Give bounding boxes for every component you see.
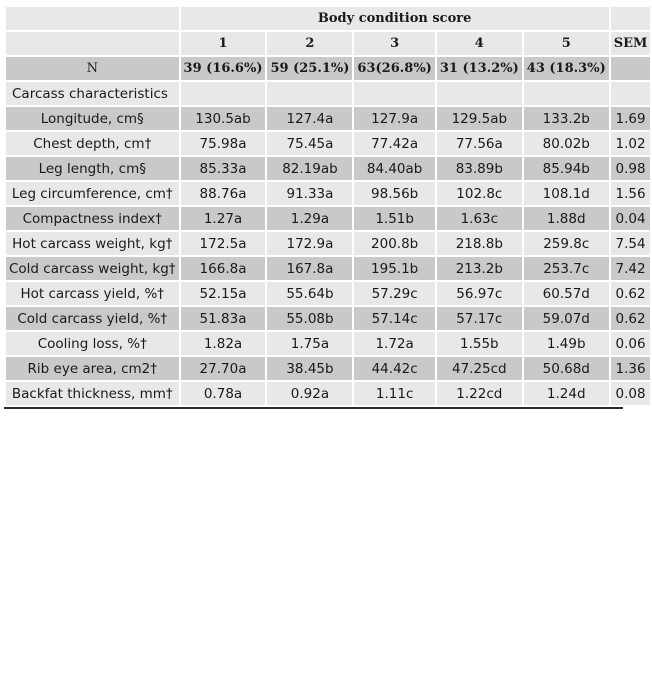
table-title: Body condition score <box>181 7 609 30</box>
sem-empty-cell <box>611 57 651 80</box>
n-value: 31 (13.2%) <box>437 57 522 80</box>
value-cell: 57.17c <box>437 307 522 330</box>
value-cell: 80.02b <box>524 132 609 155</box>
value-cell: 27.70a <box>181 357 266 380</box>
section-row <box>6 82 650 105</box>
value-cell: 98.56b <box>354 182 434 205</box>
value-cell: 75.45a <box>267 132 352 155</box>
value-cell: 50.68d <box>524 357 609 380</box>
empty-cell <box>524 82 609 105</box>
value-cell: 0.92a <box>267 382 352 405</box>
sem-cell: 0.62 <box>611 282 651 305</box>
sem-cell: 0.98 <box>611 157 651 180</box>
value-cell: 1.88d <box>524 207 609 230</box>
value-cell: 75.98a <box>181 132 266 155</box>
n-label: N <box>6 57 179 80</box>
row-label: Cold carcass weight, kg† <box>6 257 179 280</box>
table-row <box>6 282 650 305</box>
value-cell: 1.75a <box>267 332 352 355</box>
value-cell: 167.8a <box>267 257 352 280</box>
row-label: Cooling loss, %† <box>6 332 179 355</box>
empty-cell <box>354 82 434 105</box>
section-label: Carcass characteristics <box>6 82 179 105</box>
row-label: Rib eye area, cm2† <box>6 357 179 380</box>
empty-cell <box>611 82 651 105</box>
value-cell: 77.42a <box>354 132 434 155</box>
table-row <box>6 357 650 380</box>
value-cell: 108.1d <box>524 182 609 205</box>
score-header: 4 <box>437 32 522 55</box>
row-label: Leg length, cm§ <box>6 157 179 180</box>
body-condition-score-table <box>4 5 652 407</box>
value-cell: 259.8c <box>524 232 609 255</box>
sem-cell: 0.08 <box>611 382 651 405</box>
table-row <box>6 382 650 405</box>
row-label: Leg circumference, cm† <box>6 182 179 205</box>
value-cell: 1.55b <box>437 332 522 355</box>
value-cell: 47.25cd <box>437 357 522 380</box>
table-row <box>6 182 650 205</box>
value-cell: 55.08b <box>267 307 352 330</box>
sem-cell: 0.62 <box>611 307 651 330</box>
row-label: Hot carcass yield, %† <box>6 282 179 305</box>
sem-cell: 1.69 <box>611 107 651 130</box>
value-cell: 0.78a <box>181 382 266 405</box>
value-cell: 218.8b <box>437 232 522 255</box>
table-row <box>6 332 650 355</box>
table-row <box>6 132 650 155</box>
row-label: Longitude, cm§ <box>6 107 179 130</box>
sem-cell: 0.06 <box>611 332 651 355</box>
value-cell: 253.7c <box>524 257 609 280</box>
value-cell: 88.76a <box>181 182 266 205</box>
value-cell: 172.9a <box>267 232 352 255</box>
sem-cell: 1.56 <box>611 182 651 205</box>
value-cell: 130.5ab <box>181 107 266 130</box>
n-row <box>6 57 650 80</box>
value-cell: 1.49b <box>524 332 609 355</box>
score-header: 3 <box>354 32 434 55</box>
sem-cell: 0.04 <box>611 207 651 230</box>
header-empty-cell <box>6 32 179 55</box>
table-row <box>6 157 650 180</box>
row-label: Hot carcass weight, kg† <box>6 232 179 255</box>
value-cell: 91.33a <box>267 182 352 205</box>
value-cell: 102.8c <box>437 182 522 205</box>
value-cell: 1.51b <box>354 207 434 230</box>
empty-cell <box>437 82 522 105</box>
table-row <box>6 107 650 130</box>
table-row <box>6 257 650 280</box>
table-row <box>6 307 650 330</box>
value-cell: 1.11c <box>354 382 434 405</box>
value-cell: 166.8a <box>181 257 266 280</box>
value-cell: 38.45b <box>267 357 352 380</box>
value-cell: 200.8b <box>354 232 434 255</box>
header-empty-cell <box>6 7 179 30</box>
value-cell: 83.89b <box>437 157 522 180</box>
value-cell: 1.72a <box>354 332 434 355</box>
row-label: Compactness index† <box>6 207 179 230</box>
value-cell: 1.82a <box>181 332 266 355</box>
row-label: Cold carcass yield, %† <box>6 307 179 330</box>
value-cell: 129.5ab <box>437 107 522 130</box>
sem-header: SEM <box>611 32 651 55</box>
value-cell: 213.2b <box>437 257 522 280</box>
sem-cell: 7.42 <box>611 257 651 280</box>
n-value: 59 (25.1%) <box>267 57 352 80</box>
header-row-scores <box>6 32 650 55</box>
table-bottom-rule <box>4 407 623 409</box>
sem-cell: 1.02 <box>611 132 651 155</box>
sem-cell: 7.54 <box>611 232 651 255</box>
value-cell: 195.1b <box>354 257 434 280</box>
sem-cell: 1.36 <box>611 357 651 380</box>
value-cell: 59.07d <box>524 307 609 330</box>
value-cell: 57.29c <box>354 282 434 305</box>
empty-cell <box>181 82 266 105</box>
value-cell: 51.83a <box>181 307 266 330</box>
row-label: Backfat thickness, mm† <box>6 382 179 405</box>
value-cell: 60.57d <box>524 282 609 305</box>
value-cell: 172.5a <box>181 232 266 255</box>
value-cell: 56.97c <box>437 282 522 305</box>
score-header: 2 <box>267 32 352 55</box>
value-cell: 84.40ab <box>354 157 434 180</box>
value-cell: 44.42c <box>354 357 434 380</box>
table-row <box>6 207 650 230</box>
n-value: 43 (18.3%) <box>524 57 609 80</box>
value-cell: 1.29a <box>267 207 352 230</box>
value-cell: 77.56a <box>437 132 522 155</box>
n-value: 63(26.8%) <box>354 57 434 80</box>
value-cell: 82.19ab <box>267 157 352 180</box>
header-row-title <box>6 7 650 30</box>
value-cell: 55.64b <box>267 282 352 305</box>
header-empty-cell <box>611 7 651 30</box>
value-cell: 133.2b <box>524 107 609 130</box>
value-cell: 127.9a <box>354 107 434 130</box>
value-cell: 57.14c <box>354 307 434 330</box>
value-cell: 85.33a <box>181 157 266 180</box>
score-header: 1 <box>181 32 266 55</box>
value-cell: 1.24d <box>524 382 609 405</box>
value-cell: 85.94b <box>524 157 609 180</box>
value-cell: 52.15a <box>181 282 266 305</box>
score-header: 5 <box>524 32 609 55</box>
value-cell: 127.4a <box>267 107 352 130</box>
row-label: Chest depth, cm† <box>6 132 179 155</box>
value-cell: 1.63c <box>437 207 522 230</box>
n-value: 39 (16.6%) <box>181 57 266 80</box>
value-cell: 1.27a <box>181 207 266 230</box>
table-row <box>6 232 650 255</box>
value-cell: 1.22cd <box>437 382 522 405</box>
empty-cell <box>267 82 352 105</box>
